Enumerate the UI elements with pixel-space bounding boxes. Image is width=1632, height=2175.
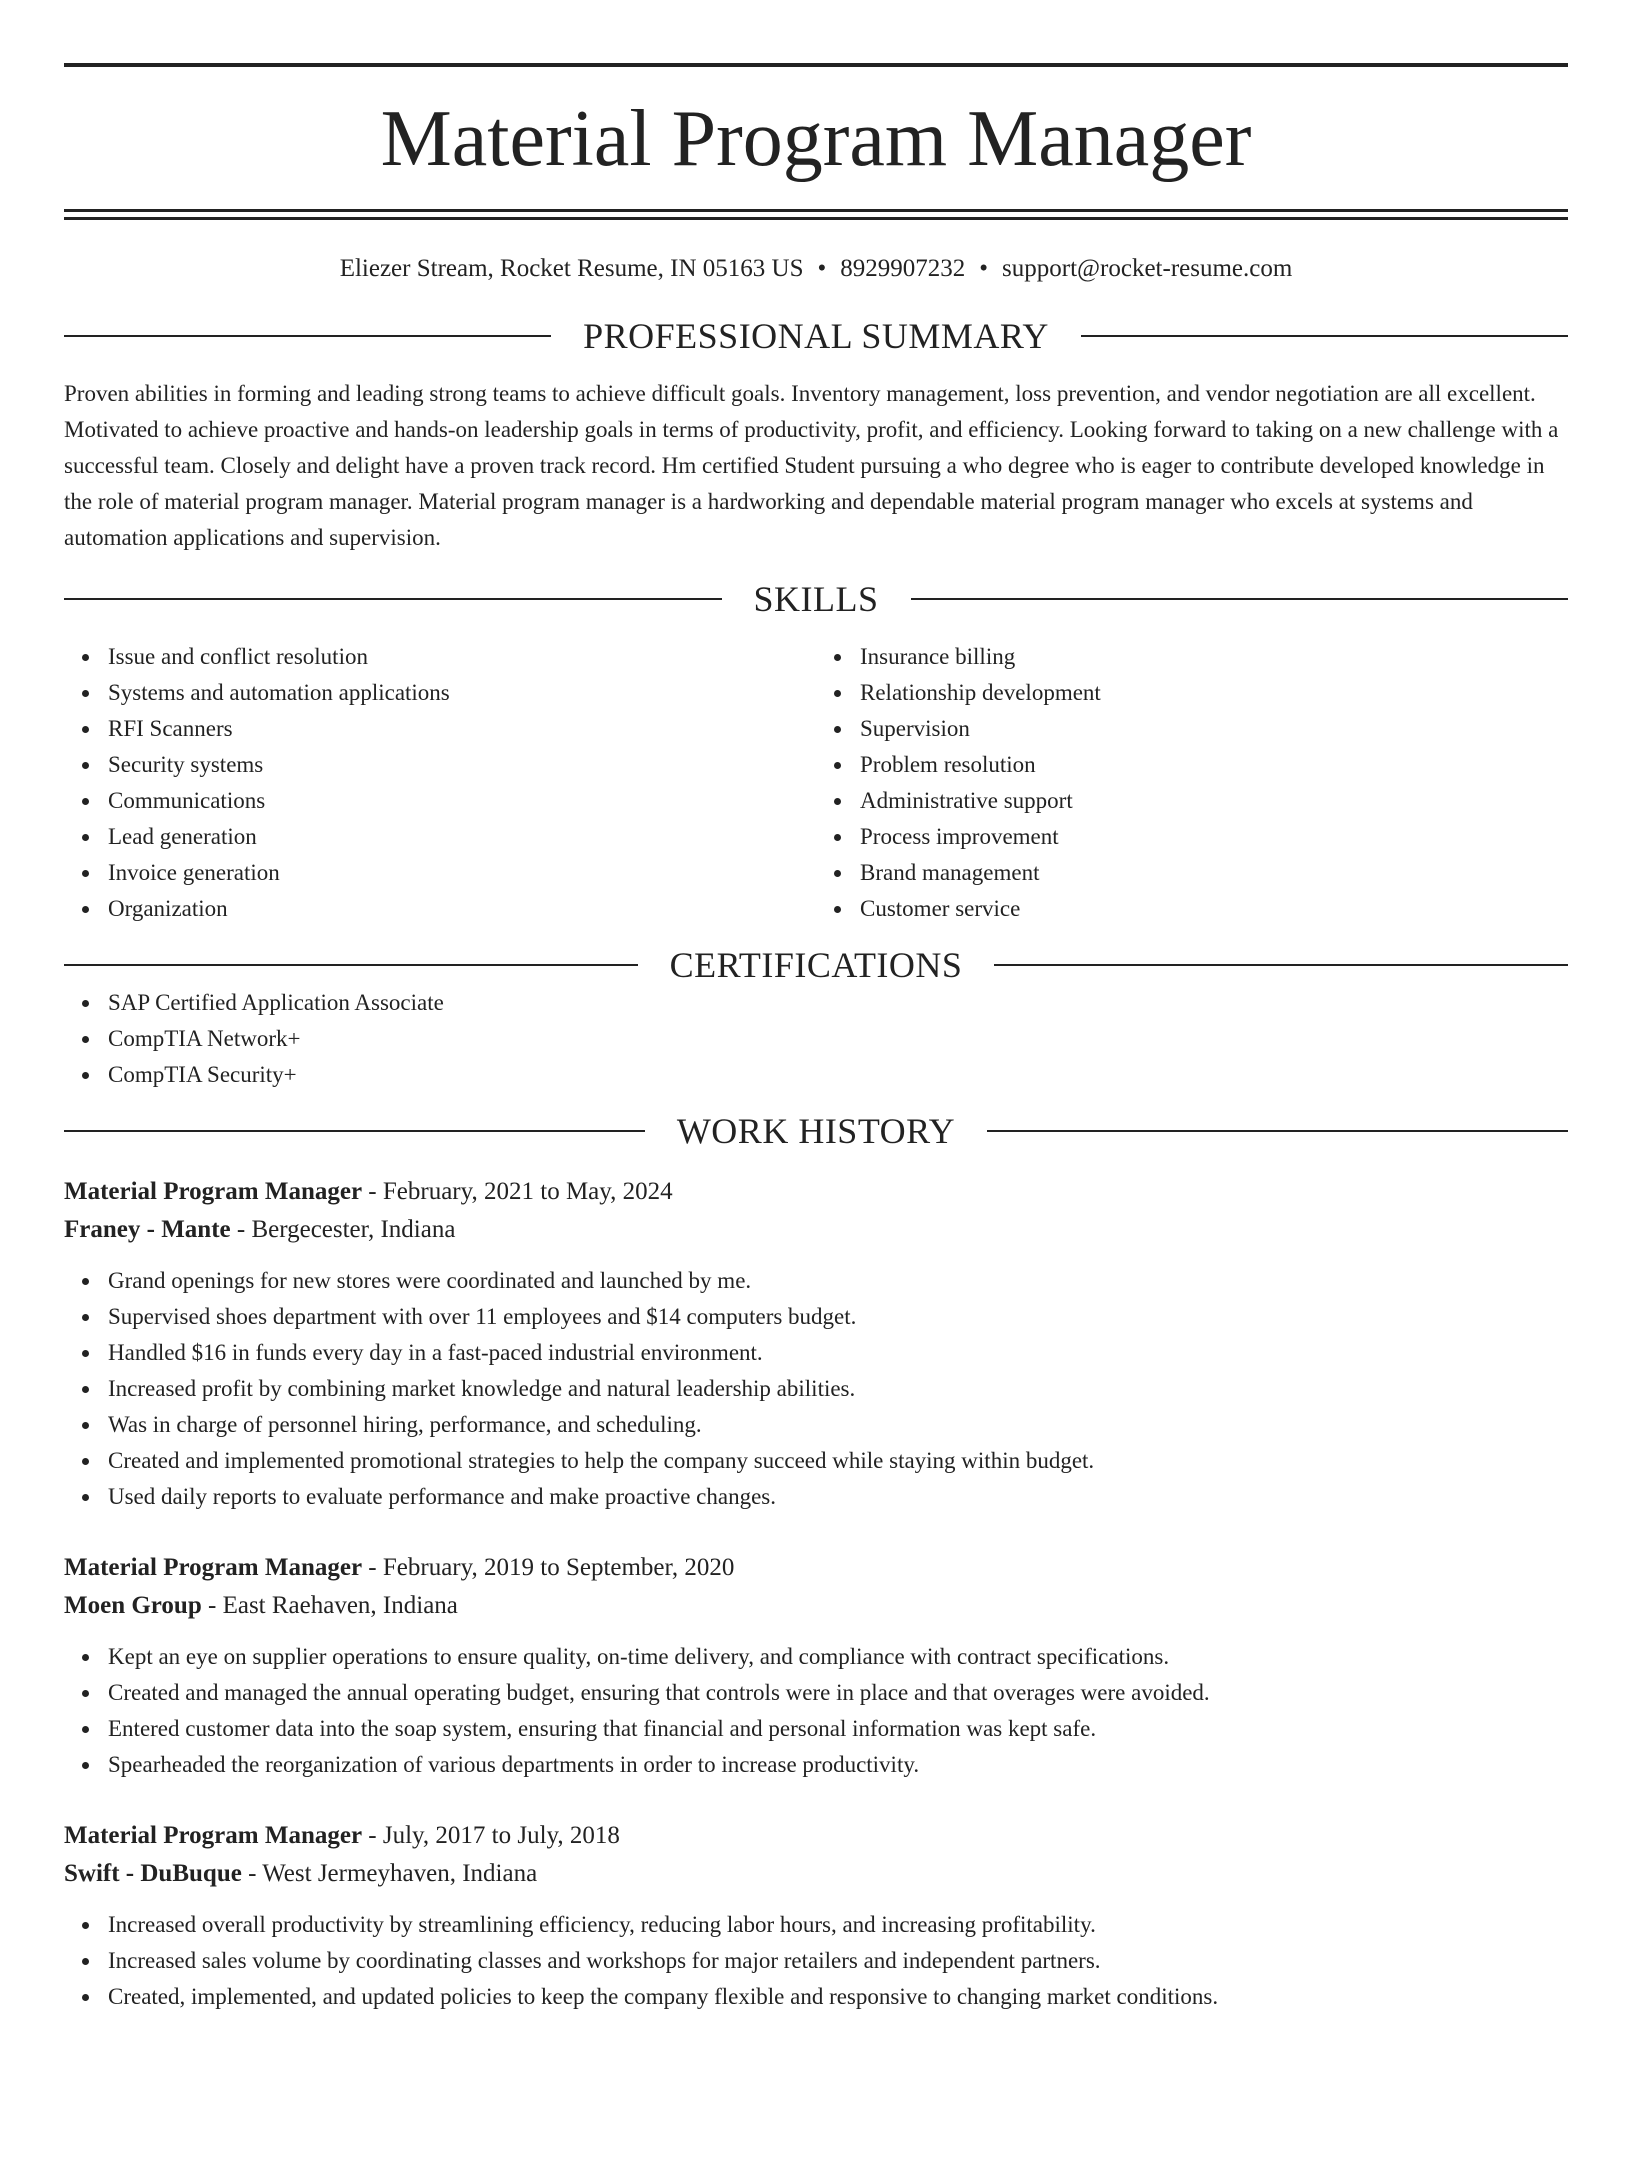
contact-email: support@rocket-resume.com [1002, 255, 1293, 282]
contact-line [64, 254, 1568, 284]
contact-address: Eliezer Stream, Rocket Resume, IN 05163 US [339, 255, 804, 282]
skill-item: Insurance billing [860, 639, 1568, 675]
skills-list-right [816, 639, 1568, 927]
section-title: PROFESSIONAL SUMMARY [583, 316, 1049, 356]
heading-rule [64, 335, 551, 337]
skill-item: Customer service [860, 891, 1568, 927]
job-bullet: Created and implemented promotional strategies to help the company succeed while staying within budget. [108, 1443, 1568, 1479]
section-heading-summary [64, 316, 1568, 356]
heading-rule [1081, 335, 1568, 337]
resume-page [0, 63, 1632, 2175]
skill-item: Process improvement [860, 819, 1568, 855]
skill-item: Administrative support [860, 783, 1568, 819]
job-dates: - July, 2017 to July, 2018 [362, 1822, 620, 1849]
skill-item: Supervision [860, 711, 1568, 747]
job-entry [64, 1173, 1568, 1515]
contact-separator: • [817, 255, 827, 282]
job-title: Material Program Manager [64, 1554, 363, 1581]
job-bullet: Created, implemented, and updated policies to keep the company flexible and responsive to changing market conditions. [108, 1979, 1568, 2015]
skill-item: Problem resolution [860, 747, 1568, 783]
job-company: Swift - DuBuque [64, 1860, 242, 1887]
section-title: SKILLS [753, 579, 879, 619]
job-location: - East Raehaven, Indiana [201, 1592, 458, 1619]
job-bullet: Kept an eye on supplier operations to ensure quality, on-time delivery, and compliance with contract specifications. [108, 1639, 1568, 1675]
section-heading-work-history [64, 1111, 1568, 1151]
summary-text: Proven abilities in forming and leading strong teams to achieve difficult goals. Inventory management, loss prevention, and vendor negotiation are all excellent. Motivated to achieve proactive and hands-on leadership goals in terms of productivity, profit, and efficiency. Looking forward to taking on a new challenge with a successful team. Closely and delight have a proven track record. Hm certified Student pursuing a who degree who is eager to contribute developed knowledge in the role of material program manager. Material program manager is a hardworking and dependable material program manager who excels at systems and automation applications and supervision. [64, 381, 1559, 550]
job-bullet: Was in charge of personnel hiring, performance, and scheduling. [108, 1407, 1568, 1443]
job-company: Moen Group [64, 1592, 202, 1619]
skill-item: Invoice generation [108, 855, 816, 891]
skill-item: Issue and conflict resolution [108, 639, 816, 675]
job-bullet: Entered customer data into the soap system, ensuring that financial and personal information was kept safe. [108, 1711, 1568, 1747]
job-title: Material Program Manager [64, 1822, 363, 1849]
skill-item: Systems and automation applications [108, 675, 816, 711]
job-entry [64, 1549, 1568, 1783]
section-heading-skills [64, 579, 1568, 619]
skill-item: Lead generation [108, 819, 816, 855]
skill-item: Organization [108, 891, 816, 927]
job-title: Material Program Manager [64, 1178, 363, 1205]
job-company-line [64, 1855, 1568, 1893]
top-divider [64, 63, 1568, 67]
job-company: Franey - Mante [64, 1216, 231, 1243]
job-bullet: Handled $16 in funds every day in a fast-paced industrial environment. [108, 1335, 1568, 1371]
contact-separator: • [979, 255, 989, 282]
job-title-line [64, 1173, 1568, 1211]
heading-rule [987, 1130, 1568, 1132]
certification-item: CompTIA Network+ [108, 1021, 1568, 1057]
job-bullet: Increased sales volume by coordinating classes and workshops for major retailers and independent partners. [108, 1943, 1568, 1979]
heading-rule [994, 964, 1568, 966]
certification-item: CompTIA Security+ [108, 1057, 1568, 1093]
job-bullet: Increased overall productivity by streamlining efficiency, reducing labor hours, and increasing profitability. [108, 1907, 1568, 1943]
job-bullets [64, 1639, 1568, 1783]
certification-item: SAP Certified Application Associate [108, 985, 1568, 1021]
job-company-line [64, 1211, 1568, 1249]
job-bullet: Increased profit by combining market knowledge and natural leadership abilities. [108, 1371, 1568, 1407]
job-bullet: Spearheaded the reorganization of various departments in order to increase productivity. [108, 1747, 1568, 1783]
skills-list-left [64, 639, 816, 927]
heading-rule [64, 1130, 645, 1132]
job-dates: - February, 2021 to May, 2024 [362, 1178, 673, 1205]
job-title-line [64, 1817, 1568, 1855]
job-entry [64, 1817, 1568, 2015]
section-title: CERTIFICATIONS [669, 945, 963, 985]
job-bullet: Supervised shoes department with over 11 employees and $14 computers budget. [108, 1299, 1568, 1335]
skills-columns [64, 639, 1568, 927]
job-bullet: Used daily reports to evaluate performance and make proactive changes. [108, 1479, 1568, 1515]
job-company-line [64, 1587, 1568, 1625]
job-bullet: Grand openings for new stores were coordinated and launched by me. [108, 1263, 1568, 1299]
title-double-divider [64, 209, 1568, 220]
job-bullets [64, 1263, 1568, 1515]
heading-rule [64, 598, 722, 600]
job-bullets [64, 1907, 1568, 2015]
job-location: - West Jermeyhaven, Indiana [241, 1860, 538, 1887]
heading-rule [64, 964, 638, 966]
heading-rule [911, 598, 1569, 600]
resume-title: Material Program Manager [380, 95, 1252, 183]
skill-item: Security systems [108, 747, 816, 783]
skill-item: RFI Scanners [108, 711, 816, 747]
job-bullet: Created and managed the annual operating budget, ensuring that controls were in place and that overages were avoided. [108, 1675, 1568, 1711]
job-location: - Bergecester, Indiana [230, 1216, 456, 1243]
certifications-list [64, 985, 1568, 1093]
section-heading-certifications [64, 945, 1568, 985]
skill-item: Relationship development [860, 675, 1568, 711]
job-title-line [64, 1549, 1568, 1587]
contact-phone: 8929907232 [840, 255, 966, 282]
section-title: WORK HISTORY [676, 1111, 956, 1151]
job-dates: - February, 2019 to September, 2020 [362, 1554, 735, 1581]
skill-item: Brand management [860, 855, 1568, 891]
skill-item: Communications [108, 783, 816, 819]
